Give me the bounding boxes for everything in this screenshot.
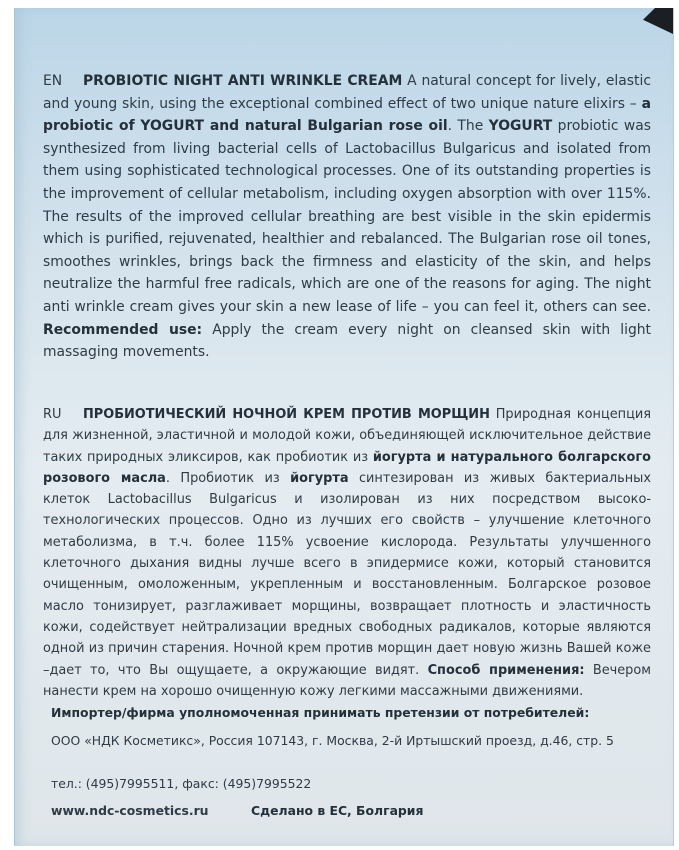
usage-label-ru: Способ применения:: [427, 662, 585, 678]
en-text-1: A natural concept for lively, elastic and young skin, using the exceptional combined effect of two unique nature elixirs –: [43, 73, 651, 112]
ru-text-3: синтезирован из живых бактериальных клеток Lactobacillus Bulgaricus и изолирован из них посредством высоко-технологических процессов. Одно из лучших его свойств – улучшение клеточного метаболизма, в т.ч. более 115% усвоение кислорода. Результаты улучшенного клеточного дыхания видны лучше всего в эпидермисе кожи, который становится очищенным, омоложенным, укрепленным и восстановленным. Болгарское розовое масло тонизирует, разглаживает морщины, возвращает плотность и эластичность кожи, содействует нейтрализации вредных свободных радикалов, которые являются одной из причин старения. Ночной крем против морщин дает новую жизнь Вашей коже –дает то, что Вы ощущаете, а окружающие видят.: [43, 470, 651, 678]
usage-text-ru: Вечером нанести крем на хорошо очищенную кожу легкими массажными движениями.: [43, 662, 651, 699]
bottom-line: [51, 800, 643, 821]
recommended-use-label: Recommended use:: [43, 321, 203, 338]
website-text: www.ndc-cosmetics.ru: [51, 803, 209, 818]
ru-text-2: . Пробиотик из: [165, 470, 291, 486]
made-in-text: Сделано в ЕС, Болгария: [251, 803, 424, 818]
importer-line: [51, 702, 643, 723]
russian-description: [43, 404, 651, 702]
english-description: [43, 70, 651, 364]
importer-label: Импортер/фирма уполномоченная принимать претензии от потребителей:: [51, 705, 590, 720]
en-text-2: . The: [447, 118, 489, 135]
ru-bold-2: йогурта: [290, 470, 349, 486]
ru-text-1: Природная концепция для жизненной, эластичной и молодой кожи, объединяющей исключительное действие таких природных эликсиров, как пробиотик из: [43, 407, 652, 465]
package-panel: [14, 8, 674, 846]
en-bold-1: a probiotic of YOGURT and natural Bulgarian rose oil: [43, 95, 651, 135]
en-text-3: probiotic was synthesized from living bacterial cells of Lactobacillus Bulgaricus and isolated from them using sophisticated technological processes. One of its outstanding properties is the improvement of cellular metabolism, including oxygen absorption with over 115%. The results of the improved cellular breathing are best visible in the skin epidermis which is purified, rejuvenated, healthier and rebalanced. The Bulgarian rose oil tones, smoothes wrinkles, brings back the firmness and elasticity of the skin, and helps neutralize the harmful free radicals, which are one of the reasons for aging. The night anti wrinkle cream gives your skin a new lease of life – you can feel it, others can see.: [43, 118, 651, 315]
recommended-use-text: Apply the cream every night on cleansed skin with light massaging movements.: [43, 321, 652, 361]
product-title-ru: ПРОБИОТИЧЕСКИЙ НОЧНОЙ КРЕМ ПРОТИВ МОРЩИН: [83, 407, 490, 422]
en-bold-2: YOGURT: [488, 118, 553, 135]
phones-line: тел.: (495)7995511, факс: (495)7995522: [51, 776, 312, 791]
product-title-en: PROBIOTIC NIGHT ANTI WRINKLE CREAM: [83, 73, 403, 89]
address-line: ООО «НДК Косметикс», Россия 107143, г. Москва, 2-й Иртышский проезд, д.46, стр. 5: [51, 733, 614, 748]
ru-bold-1: йогурта и натурального болгарского розового масла: [43, 449, 651, 486]
dark-corner-fold: [643, 8, 673, 34]
lang-code-ru: RU: [43, 407, 62, 422]
lang-code-en: EN: [43, 73, 63, 89]
